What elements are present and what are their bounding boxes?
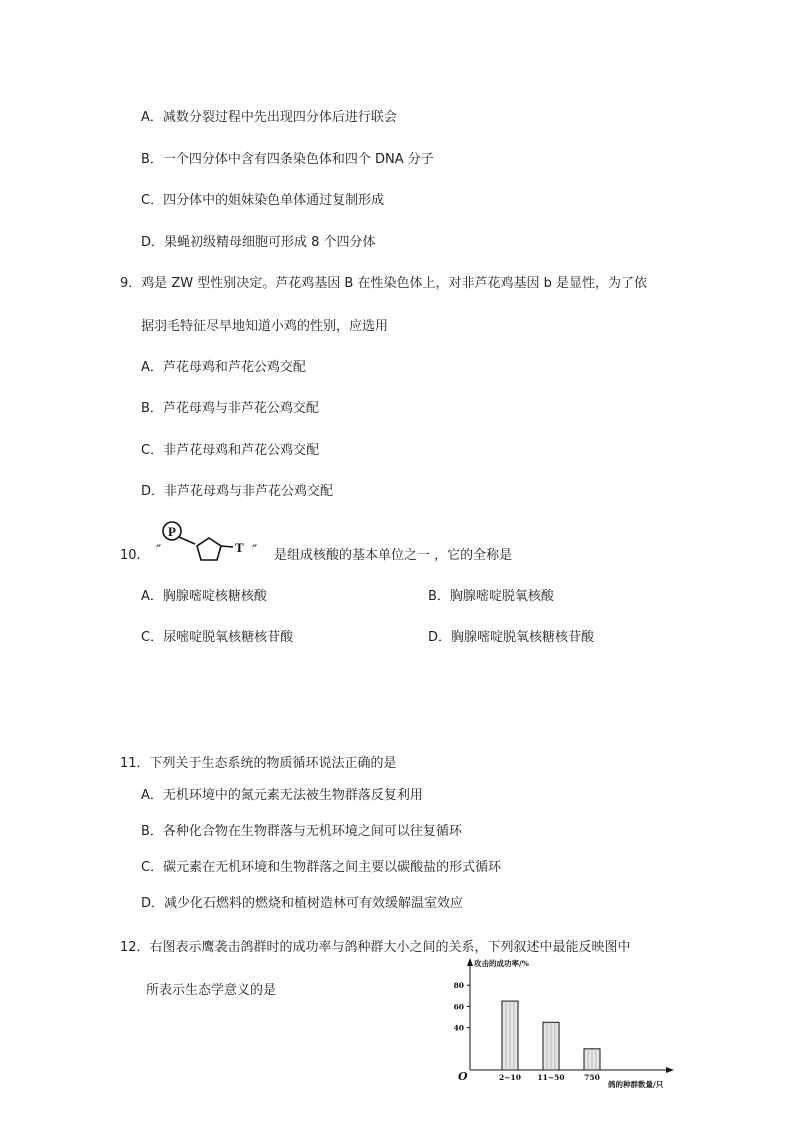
phosphate-label: P	[168, 524, 176, 539]
y-tick-label-80: 80	[453, 981, 464, 991]
q10-option-c: C．尿嘧啶脱氧核糖核苷酸	[141, 630, 294, 645]
q10-option-d: D．胸腺嘧啶脱氧核糖核苷酸	[428, 630, 595, 645]
q9-option-c: C．非芦花母鸡和芦花公鸡交配	[141, 443, 320, 458]
q11-stem: 11．下列关于生态系统的物质循环说法正确的是	[120, 756, 397, 771]
x-tick-label-2: 750	[584, 1073, 600, 1082]
q8-option-b: B．一个四分体中含有四条染色体和四个 DNA 分子	[141, 152, 434, 167]
q11-option-a: A．无机环境中的氮元素无法被生物群落反复利用	[141, 788, 423, 803]
q10-option-b: B．胸腺嘧啶脱氧核酸	[428, 589, 554, 604]
q10-quote-close: ″	[252, 543, 258, 559]
q11-option-d: D．减少化石燃料的燃烧和植树造林可有效缓解温室效应	[141, 896, 464, 911]
q9-stem-line1: 9．鸡是 ZW 型性别决定。芦花鸡基因 B 在性染色体上，对非芦花鸡基因 b 是显性，为了依	[120, 276, 647, 291]
q10-number: 10.	[120, 548, 141, 563]
q8-option-c: C．四分体中的姐妹染色单体通过复制形成	[141, 193, 385, 208]
q8-option-a: A．减数分裂过程中先出现四分体后进行联会	[141, 110, 397, 125]
y-tick-label-40: 40	[453, 1023, 464, 1033]
q9-stem-line2: 据羽毛特征尽早地知道小鸡的性别，应选用	[141, 319, 389, 334]
y-axis-arrow	[467, 958, 473, 966]
hawk-attack-chart	[440, 952, 680, 1092]
y-axis-label: 攻击的成功率/%	[474, 959, 529, 968]
thymine-label: T	[235, 540, 244, 555]
q11-option-b: B．各种化合物在生物群落与无机环境之间可以往复循环	[141, 824, 462, 839]
q10-stem: 是组成核酸的基本单位之一 ，它的全称是	[274, 548, 513, 563]
q10-option-a: A．胸腺嘧啶核糖核酸	[141, 589, 267, 604]
x-tick-label-0: 2~10	[499, 1073, 521, 1082]
x-axis-label: 鸽的种群数量/只	[608, 1080, 664, 1089]
q9-option-a: A．芦花母鸡和芦花公鸡交配	[141, 360, 306, 375]
x-tick-label-1: 11~50	[537, 1073, 565, 1082]
q9-option-d: D．非芦花母鸡与非芦花公鸡交配	[141, 484, 334, 499]
q11-option-c: C．碳元素在无机环境和生物群落之间主要以碳酸盐的形式循环	[141, 860, 502, 875]
x-axis-arrow	[666, 1067, 674, 1073]
q12-stem-line2: 所表示生态学意义的是	[146, 983, 277, 998]
q12-stem-line1: 12．右图表示鹰袭击鸽群时的成功率与鸽种群大小之间的关系，下列叙述中最能反映图中	[120, 940, 631, 955]
q10-quote-open: ″	[156, 543, 162, 559]
origin-label: O	[458, 1070, 468, 1083]
q9-option-b: B．芦花母鸡与非芦花公鸡交配	[141, 401, 319, 416]
q8-option-d: D．果蝇初级精母细胞可形成 8 个四分体	[141, 235, 376, 250]
y-tick-label-60: 60	[453, 1002, 464, 1012]
nucleotide-structure-diagram	[157, 518, 253, 568]
